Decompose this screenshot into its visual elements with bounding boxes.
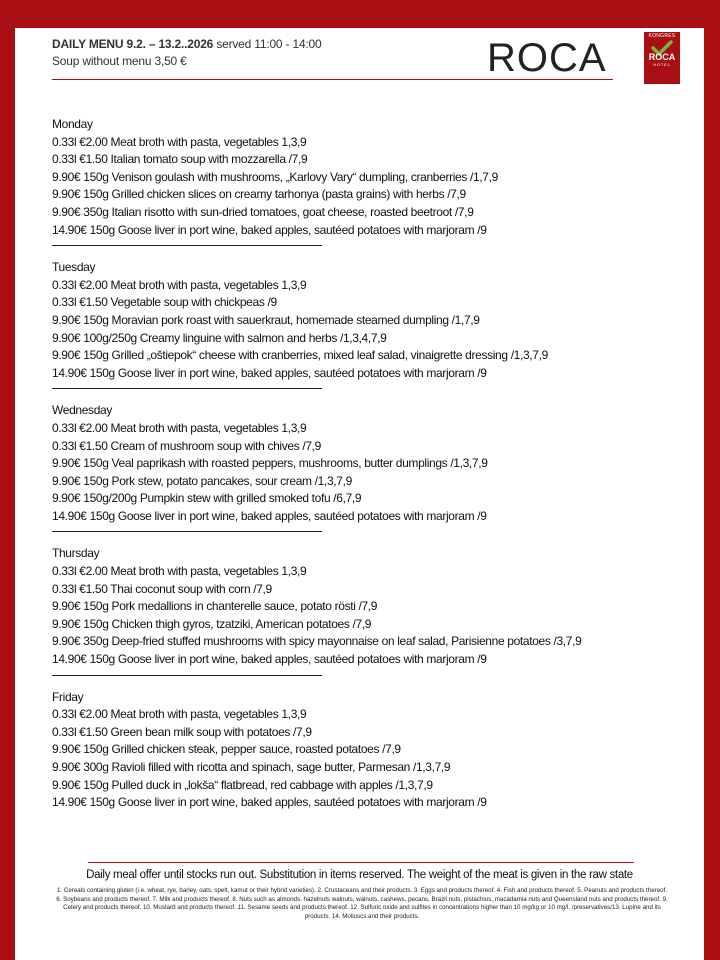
- day-section-friday: [52, 689, 692, 812]
- soup-note: Soup without menu 3,50 €: [52, 54, 187, 68]
- menu-item: 0.33l €2.00 Meat broth with pasta, vegetables 1,3,9: [52, 277, 307, 292]
- hotel-logo: [644, 32, 680, 84]
- day-divider: [52, 531, 322, 532]
- menu-item: 14.90€ 150g Goose liver in port wine, baked apples, sautéed potatoes with marjoram /9: [52, 222, 487, 237]
- footer-note: Daily meal offer until stocks run out. Substitution in items reserved. The weight of the meat is given in the raw state: [86, 869, 633, 881]
- day-divider: [52, 245, 322, 246]
- menu-item: 9.90€ 150g Pulled duck in „lokša“ flatbread, red cabbage with apples /1,3,7,9: [52, 777, 433, 792]
- menu-title-line: [52, 37, 322, 51]
- menu-item: 9.90€ 150g Venison goulash with mushrooms, „Karlovy Vary“ dumpling, cranberries /1,7,9: [52, 169, 498, 184]
- day-title: Friday: [52, 689, 84, 704]
- menu-item: 14.90€ 150g Goose liver in port wine, baked apples, sautéed potatoes with marjoram /9: [52, 652, 487, 667]
- logo-name: ROCA: [648, 52, 676, 62]
- menu-item: 9.90€ 150g Moravian pork roast with sauerkraut, homemade steamed dumpling /1,7,9: [52, 312, 480, 327]
- brand-name: ROCA: [487, 36, 607, 80]
- day-section-wednesday: [52, 402, 692, 532]
- served-hours: served 11:00 - 14:00: [216, 37, 322, 51]
- day-divider: [52, 388, 322, 389]
- day-section-thursday: [52, 545, 692, 675]
- day-divider: [52, 675, 322, 676]
- day-title: Thursday: [52, 546, 100, 561]
- day-title: Monday: [52, 117, 93, 131]
- menu-item: 9.90€ 150g Grilled chicken steak, pepper sauce, roasted potatoes /7,9: [52, 742, 401, 757]
- menu-title: DAILY MENU 9.2. – 13.2..2026: [52, 37, 214, 51]
- menu-item: 9.90€ 150g/200g Pumpkin stew with grilled smoked tofu /6,7,9: [52, 491, 362, 506]
- footer-divider: [88, 862, 634, 863]
- logo-top-text: KONGRES: [648, 33, 676, 39]
- menu-page: [15, 28, 704, 960]
- menu-item: 9.90€ 100g/250g Creamy linguine with salmon and herbs /1,3,4,7,9: [52, 330, 387, 345]
- menu-item: 0.33l €1.50 Thai coconut soup with corn /7,9: [52, 581, 272, 596]
- menu-item: 14.90€ 150g Goose liver in port wine, baked apples, sautéed potatoes with marjoram /9: [52, 795, 487, 810]
- menu-item: 14.90€ 150g Goose liver in port wine, baked apples, sautéed potatoes with marjoram /9: [52, 508, 487, 523]
- menu-item: 9.90€ 150g Chicken thigh gyros, tzatziki, American potatoes /7,9: [52, 616, 372, 631]
- logo-bottom-text: HOTEL: [653, 62, 671, 67]
- day-section-monday: [52, 116, 692, 246]
- menu-days: [52, 116, 692, 825]
- menu-item: 14.90€ 150g Goose liver in port wine, baked apples, sautéed potatoes with marjoram /9: [52, 365, 487, 380]
- menu-item: 9.90€ 150g Pork medallions in chanterelle sauce, potato rösti /7,9: [52, 599, 378, 614]
- menu-item: 0.33l €2.00 Meat broth with pasta, vegetables 1,3,9: [52, 564, 307, 579]
- menu-item: 9.90€ 300g Ravioli filled with ricotta and spinach, sage butter, Parmesan /1,3,7,9: [52, 760, 451, 774]
- menu-item: 0.33l €2.00 Meat broth with pasta, vegetables 1,3,9: [52, 420, 307, 435]
- menu-item: 0.33l €1.50 Cream of mushroom soup with chives /7,9: [52, 438, 321, 453]
- menu-item: 0.33l €1.50 Green bean milk soup with potatoes /7,9: [52, 724, 312, 739]
- menu-item: 0.33l €2.00 Meat broth with pasta, vegetables 1,3,9: [52, 134, 307, 149]
- menu-item: 9.90€ 150g Veal paprikash with roasted peppers, mushrooms, butter dumplings /1,3,7,9: [52, 456, 488, 471]
- day-title: Wednesday: [52, 403, 113, 418]
- menu-header: [52, 37, 322, 68]
- menu-item: 9.90€ 350g Deep-fried stuffed mushrooms with spicy mayonnaise on leaf salad, Parisienne potatoes /3,7,9: [52, 634, 582, 649]
- menu-item: 9.90€ 150g Grilled „oštiepok“ cheese with cranberries, mixed leaf salad, vinaigrette dressing /1,3,7,9: [52, 348, 548, 363]
- menu-item: 0.33l €1.50 Italian tomato soup with mozzarella /7,9: [52, 152, 308, 167]
- allergen-list: 1. Cereals containing gluten (i.e. wheat, rye, barley, oats, spelt, kamut or their hybrid varieties). 2. Crustaceans and their products. 3. Eggs and products thereof. 4. Fish and products thereof. 5. Peanuts and products thereof. 6. Soybeans and products thereof. 7. Milk and products thereof. 8. Nuts such as almonds, hazelnuts walnuts, walnuts, cashews, pecans, Brazil nuts, pistachios, macadamia nuts and Queensland nuts and products thereof. 9. Celery and products thereof. 10. Mustard and products thereof. 11. Sesame seeds and products thereof. 12. Sulfuric oxide and sulfites in concentrations higher than 10 mg/kg or 10 mg/l. /preservatives/13. Lupine and its products. 14. Molluscs and their products.: [56, 887, 668, 920]
- day-section-tuesday: [52, 259, 692, 389]
- menu-item: 9.90€ 150g Pork stew, potato pancakes, sour cream /1,3,7,9: [52, 473, 352, 488]
- menu-item: 9.90€ 350g Italian risotto with sun-dried tomatoes, goat cheese, roasted beetroot /7,9: [52, 204, 474, 219]
- menu-item: 0.33l €2.00 Meat broth with pasta, vegetables 1,3,9: [52, 707, 307, 722]
- menu-item: 9.90€ 150g Grilled chicken slices on creamy tarhonya (pasta grains) with herbs /7,9: [52, 187, 466, 202]
- day-title: Tuesday: [52, 260, 96, 275]
- menu-item: 0.33l €1.50 Vegetable soup with chickpeas /9: [52, 295, 277, 310]
